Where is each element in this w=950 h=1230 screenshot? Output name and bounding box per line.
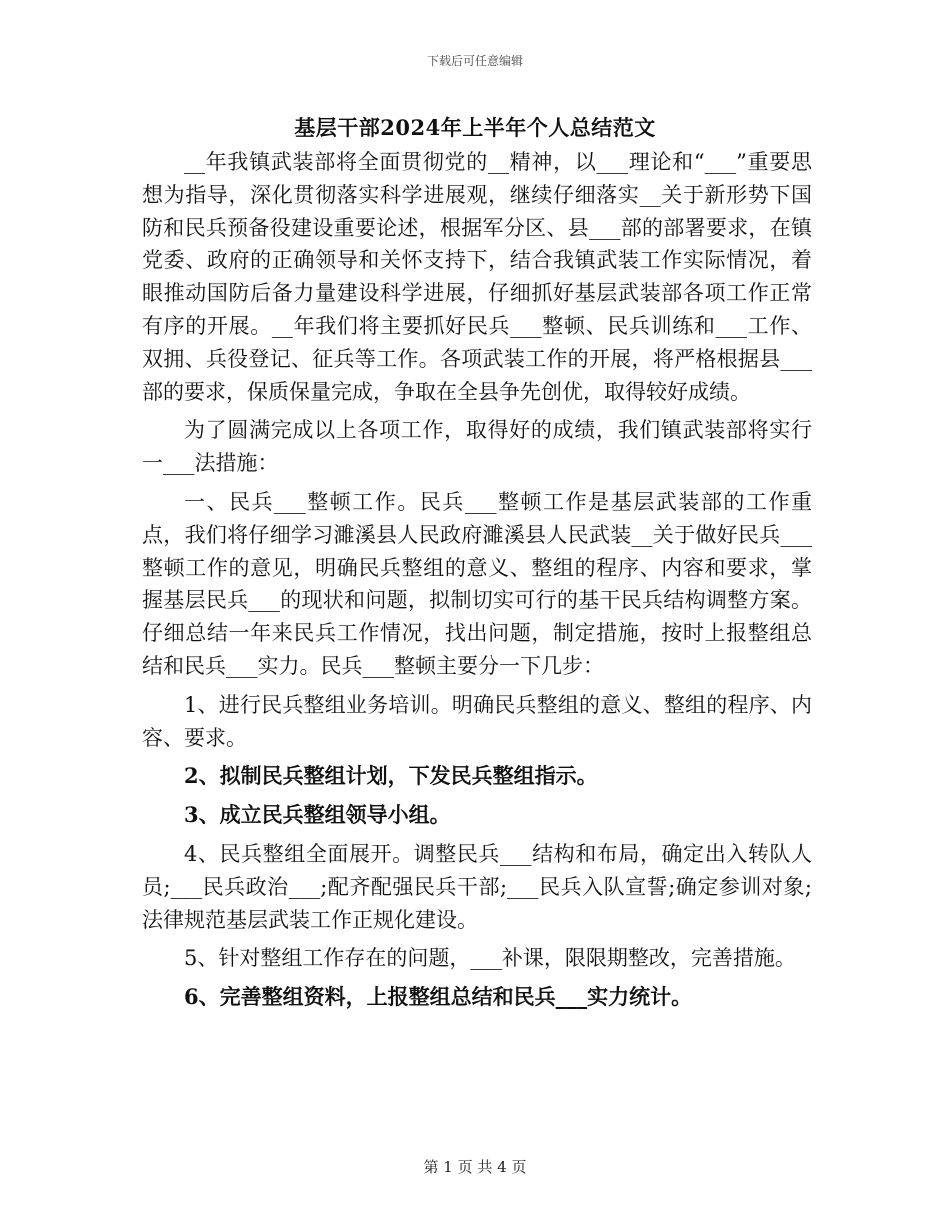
paragraph-8: 5、针对整组工作存在的问题，___补课，限限期整改，完善措施。: [184, 946, 796, 971]
paragraph-6: 3、成立民兵整组领导小组。: [184, 802, 451, 828]
paragraph-3: 一、民兵___整顿工作。民兵___整顿工作是基层武装部的工作重点，我们将仔细学习濉溪县人民政府濉溪县人民武装__关于做好民兵___整顿工作的意见，明确民兵整组的意义、整组的程序、内容和要求，掌握基层民兵___的现状和问题，拟制切实可行的基干民兵结构调整方案。仔细总结一年来民兵工作情况，找出问题，制定措施，按时上报整组总结和民兵___实力。民兵___整顿主要分一下几步：: [142, 489, 812, 678]
page-header-note: 下载后可任意编辑: [426, 54, 523, 68]
document-body: [142, 146, 812, 1014]
document-title: 基层干部2024年上半年个人总结范文: [294, 115, 656, 140]
paragraph-9: 6、完善整组资料，上报整组总结和民兵___实力统计。: [184, 984, 693, 1010]
paragraph-5: 2、拟制民兵整组计划，下发民兵整组指示。: [184, 763, 598, 789]
paragraph-7: 4、民兵整组全面展开。调整民兵___结构和布局，确定出入转队人员;___民兵政治___;配齐配强民兵干部;___民兵入队宣誓;确定参训对象;法律规范基层武装工作正规化建设。: [142, 841, 812, 932]
paragraph-1: __年我镇武装部将全面贯彻党的__精神，以___理论和“___”重要思想为指导，深化贯彻落实科学进展观，继续仔细落实__关于新形势下国防和民兵预备役建设重要论述，根据军分区、县___部的部署要求，在镇党委、政府的正确领导和关怀支持下，结合我镇武装工作实际情况，着眼推动国防后备力量建设科学进展，仔细抓好基层武装部各项工作正常有序的开展。__年我们将主要抓好民兵___整顿、民兵训练和___工作、双拥、兵役登记、征兵等工作。各项武装工作的开展，将严格根据县___部的要求，保质保量完成，争取在全县争先创优，取得较好成绩。: [142, 150, 812, 404]
page-number-footer: 第 1 页 共 4 页: [423, 1158, 527, 1176]
paragraph-4: 1、进行民兵整组业务培训。明确民兵整组的意义、整组的程序、内容、要求。: [142, 692, 812, 750]
paragraph-2: 为了圆满完成以上各项工作，取得好的成绩，我们镇武装部将实行一___法措施：: [142, 418, 812, 476]
